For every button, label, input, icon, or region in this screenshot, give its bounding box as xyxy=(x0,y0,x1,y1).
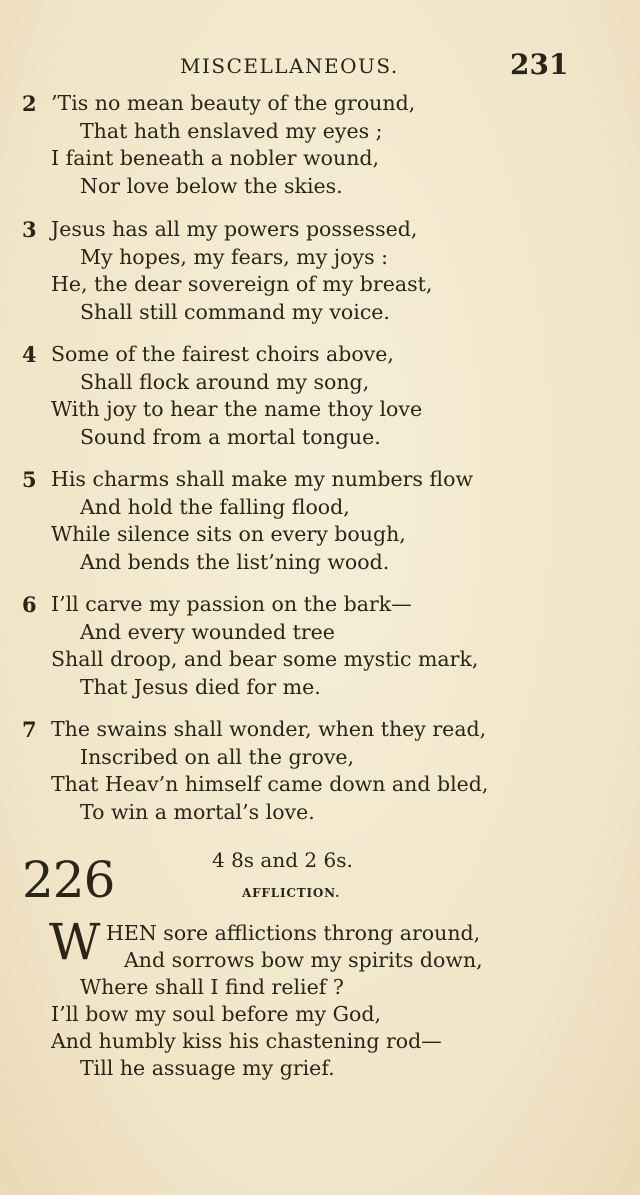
verse-number: 2 xyxy=(22,91,37,116)
verse-line: The swains shall wonder, when they read, xyxy=(51,717,487,741)
hymn-line: Where shall I find relief ? xyxy=(80,975,344,999)
hymn-number: 226 xyxy=(22,851,115,909)
verse-line: Nor love below the skies. xyxy=(80,173,343,198)
hymn-line: And sorrows bow my spirits down, xyxy=(124,948,483,972)
verse-line: Shall still command my voice. xyxy=(80,299,390,324)
verse-line: Shall flock around my song, xyxy=(80,369,370,394)
verse-line: He, the dear sovereign of my breast, xyxy=(51,272,433,296)
verse-number: 5 xyxy=(22,467,37,492)
verse-line: That Heav’n himself came down and bled, xyxy=(51,772,489,796)
verse-line: While silence sits on every bough, xyxy=(51,522,406,546)
verse-line: Sound from a mortal tongue. xyxy=(80,424,381,449)
verse-line: ’Tis no mean beauty of the ground, xyxy=(51,91,416,115)
verse-line: With joy to hear the name thoy love xyxy=(51,397,423,421)
running-title: MISCELLANEOUS. xyxy=(180,54,399,78)
verse-line: That hath enslaved my eyes ; xyxy=(80,118,383,143)
hymn-line: I’ll bow my soul before my God, xyxy=(51,1002,381,1026)
verse-line: I faint beneath a nobler wound, xyxy=(51,146,380,170)
verse-line: And every wounded tree xyxy=(80,619,335,644)
hymn-line: Till he assuage my grief. xyxy=(80,1056,335,1080)
page-header xyxy=(0,48,640,88)
verse-line: And hold the falling flood, xyxy=(80,494,350,519)
verse-line: That Jesus died for me. xyxy=(80,674,321,699)
page-number: 231 xyxy=(510,48,569,81)
hymn-line: And humbly kiss his chastening rod— xyxy=(51,1029,442,1053)
verse-line: Jesus has all my powers possessed, xyxy=(51,217,418,241)
verse-line: Inscribed on all the grove, xyxy=(80,744,355,769)
verse-line: My hopes, my fears, my joys : xyxy=(80,244,389,269)
verse-line: Shall droop, and bear some mystic mark, xyxy=(51,647,479,671)
verse-number: 4 xyxy=(22,342,37,367)
verse-line: I’ll carve my passion on the bark— xyxy=(51,592,412,616)
verse-line: And bends the list’ning wood. xyxy=(80,549,390,574)
verse-line: His charms shall make my numbers flow xyxy=(51,467,473,491)
verse-line: Some of the fairest choirs above, xyxy=(51,342,394,366)
hymn-line: HEN sore afflictions throng around, xyxy=(106,921,481,945)
verse-number: 3 xyxy=(22,217,37,242)
verse-number: 7 xyxy=(22,717,37,742)
hymn-title: AFFLICTION. xyxy=(242,886,341,900)
drop-cap: W xyxy=(49,913,101,971)
hymn-meter: 4 8s and 2 6s. xyxy=(212,848,353,872)
verse-number: 6 xyxy=(22,592,37,617)
verse-line: To win a mortal’s love. xyxy=(80,799,315,824)
